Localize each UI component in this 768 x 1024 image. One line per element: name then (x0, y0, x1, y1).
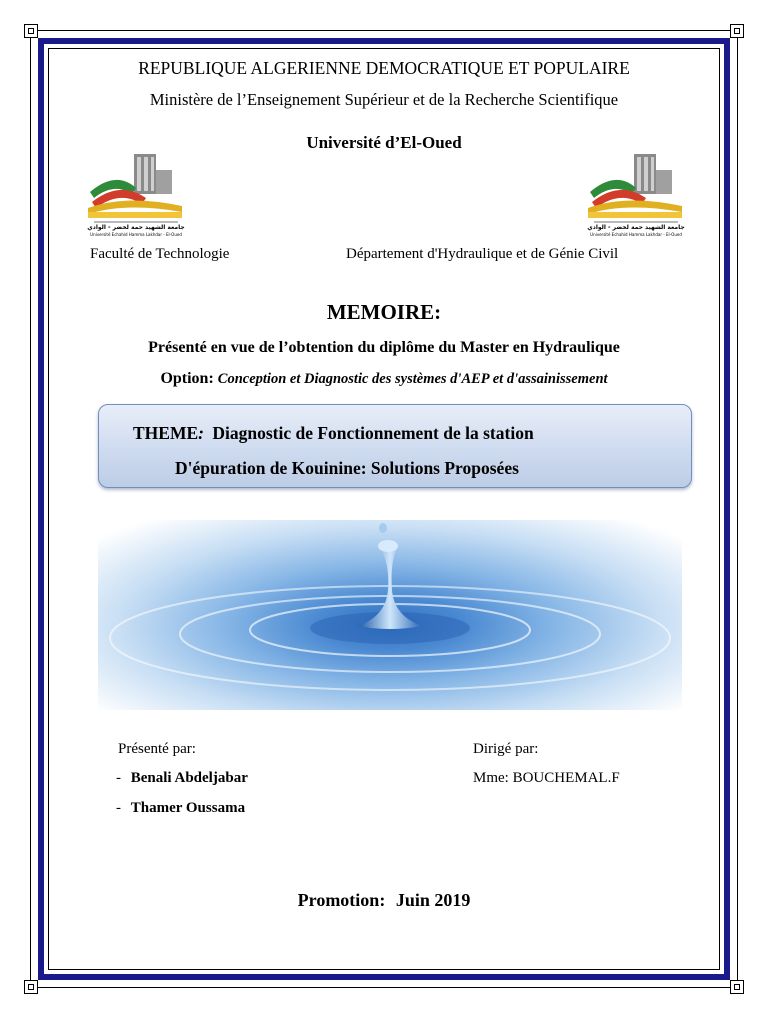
theme-colon: : (198, 423, 204, 443)
promotion-value: Juin 2019 (395, 890, 471, 910)
corner-ornament-top-left (24, 24, 38, 38)
republic-title: REPUBLIQUE ALGERIENNE DEMOCRATIQUE ET POPULAIRE (138, 58, 630, 78)
option-value: Conception et Diagnostic des systèmes d'AEP et d'assainissement (217, 371, 608, 387)
logo-left-arabic-text: جامعة الشهيد حمة لخضر - الوادي (87, 224, 185, 231)
corner-ornament-bottom-left (24, 980, 38, 994)
water-drop-image (98, 520, 682, 710)
university-title: Université d’El-Oued (306, 133, 462, 152)
university-logo-left (86, 150, 186, 237)
department-label: Département d'Hydraulique et de Génie Civil (346, 246, 619, 262)
corner-ornament-bottom-right (730, 980, 744, 994)
theme-line-1 (133, 423, 534, 444)
student-2 (116, 800, 245, 817)
presented-by-label: Présenté par: (118, 741, 196, 757)
student-1 (116, 770, 248, 787)
logo-right-arabic-text: جامعة الشهيد حمة لخضر - الوادي (587, 224, 685, 231)
ministry-title: Ministère de l’Enseignement Supérieur et de la Recherche Scientifique (149, 90, 619, 109)
memoire-subtitle: Présenté en vue de l’obtention du diplôme du Master en Hydraulique (148, 339, 620, 356)
directed-by-label: Dirigé par: (473, 741, 539, 757)
corner-ornament-top-right (730, 24, 744, 38)
option-label: Option: (160, 370, 214, 387)
university-logo-right (586, 150, 686, 237)
student-2-name: Thamer Oussama (130, 800, 246, 816)
faculty-label: Faculté de Technologie (90, 246, 230, 262)
supervisor-name: Mme: BOUCHEMAL.F (473, 770, 620, 786)
student-2-bullet: - (116, 800, 121, 816)
theme-title-line-2: D'épuration de Kouinine: Solutions Proposées (175, 458, 519, 478)
promotion-label: Promotion: (297, 890, 386, 910)
logo-left-french-text: Université Echahid Hamma Lakhdar - El-Oued (90, 232, 182, 237)
option-line (0, 370, 768, 388)
theme-title-line-1: Diagnostic de Fonctionnement de la station (212, 423, 534, 443)
logo-right-french-text: Université Echahid Hamma Lakhdar - El-Oued (590, 232, 682, 237)
theme-label: THEME (133, 423, 199, 443)
student-1-name: Benali Abdeljabar (130, 770, 248, 786)
student-1-bullet: - (116, 770, 121, 786)
promotion-line (0, 890, 768, 911)
memoire-title: MEMOIRE: (326, 300, 442, 324)
